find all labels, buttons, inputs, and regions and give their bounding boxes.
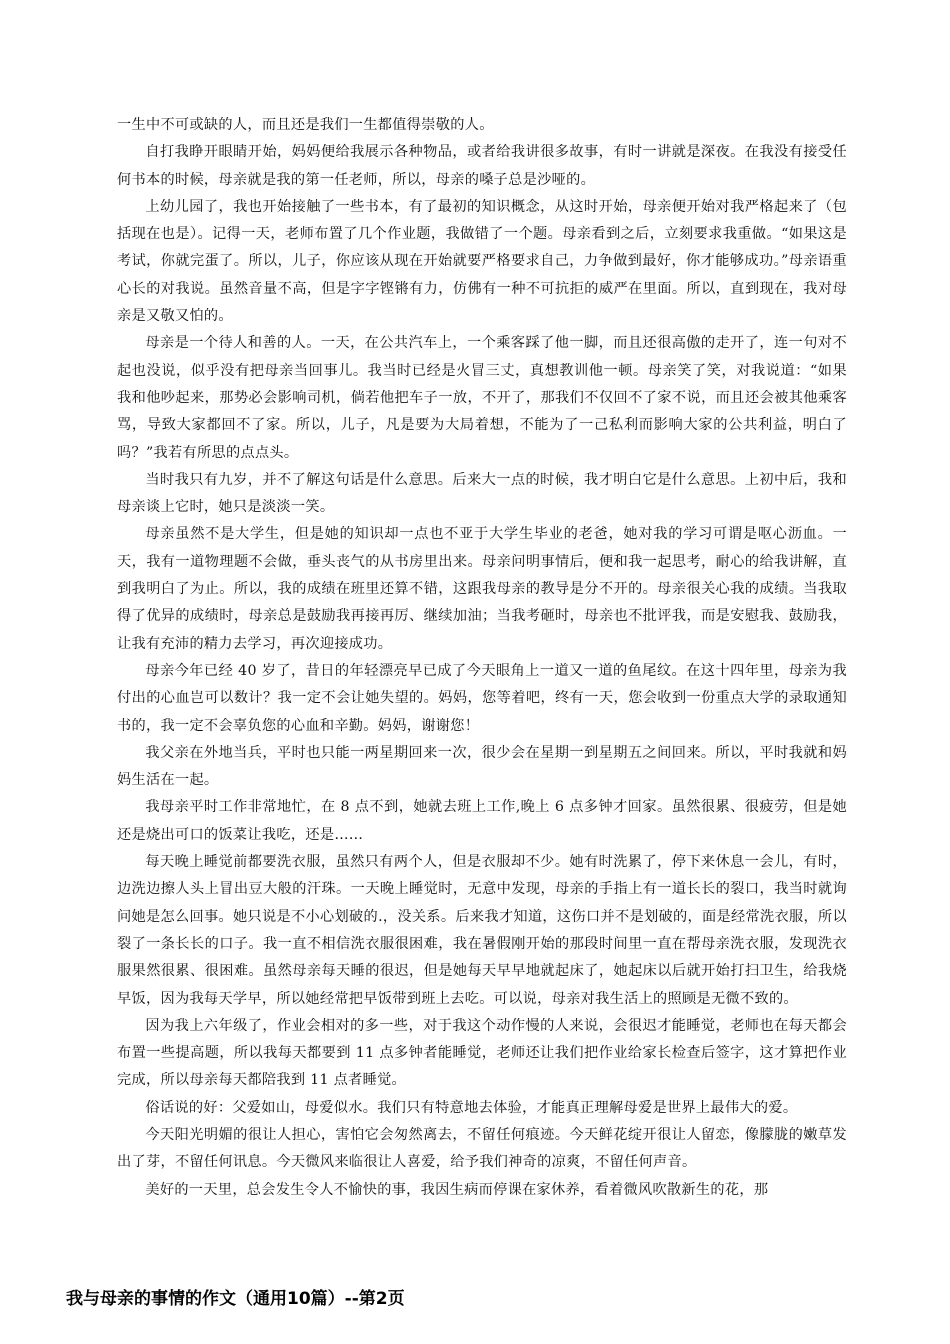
paragraph: 上幼儿园了，我也开始接触了一些书本，有了最初的知识概念，从这时开始，母亲便开始对我严格起来了（包括现在也是）。记得一天，老师布置了几个作业题，我做错了一个题。母亲看到之后，立刻要求我重做。“如果这是考试，你就完蛋了。所以，儿子，你应该从现在开始就要严格要求自己，力争做到最好，你才能够成功。”母亲语重心长的对我说。虽然音量不高，但是字字铿锵有力，仿佛有一种不可抗拒的威严在里面。所以，直到现在，我对母亲是又敬又怕的。 — [117, 198, 847, 325]
paragraph: 当时我只有九岁，并不了解这句话是什么意思。后来大一点的时候，我才明白它是什么意思。上初中后，我和母亲谈上它时，她只是淡淡一笑。 — [117, 471, 847, 516]
paragraph: 俗话说的好：父爱如山，母爱似水。我们只有特意地去体验，才能真正理解母爱是世界上最伟大的爱。 — [145, 1099, 798, 1116]
paragraph-continued: 一生中不可或缺的人，而且还是我们一生都值得崇敬的人。 — [117, 117, 494, 133]
paragraph: 每天晚上睡觉前都要洗衣服，虽然只有两个人，但是衣服却不少。她有时洗累了，停下来休息一会儿，有时，边洗边擦人头上冒出豆大般的汗珠。一天晚上睡觉时，无意中发现，母亲的手指上有一道长长的裂口，我当时就询问她是怎么回事。她只说是不小心划破的.，没关系。后来我才知道，这伤口并不是划破的，面是经常洗衣服，所以裂了一条长长的口子。我一直不相信洗衣服很困难，我在暑假刚开始的那段时间里一直在帮母亲洗衣服，发现洗衣服果然很累、很困难。虽然母亲每天睡的很迟，但是她每天早早地就起床了，她起床以后就开始打扫卫生，给我烧早饭，因为我每天学早，所以她经常把早饭带到班上去吃。可以说，母亲对我生活上的照顾是无微不致的。 — [117, 854, 847, 1007]
paragraph: 美好的一天里，总会发生令人不愉快的事，我因生病而停课在家休养，看着微风吹散新生的花，那 — [145, 1181, 769, 1198]
paragraph: 今天阳光明媚的很让人担心，害怕它会匆然离去，不留任何痕迹。今天鲜花绽开很让人留恋，像朦胧的嫩草发出了芽，不留任何讯息。今天微风来临很让人喜爱，给予我们神奇的凉爽，不留任何声音。 — [117, 1126, 847, 1171]
paragraph: 自打我睁开眼睛开始，妈妈便给我展示各种物品，或者给我讲很多故事，有时一讲就是深夜。在我没有接受任何书本的时候，母亲就是我的第一任老师，所以，母亲的嗓子总是沙哑的。 — [117, 144, 847, 188]
paragraph: 我母亲平时工作非常地忙，在 8 点不到，她就去班上工作,晚上 6 点多钟才回家。虽然很累、很疲劳，但是她还是烧出可口的饭菜让我吃，还是…… — [117, 799, 847, 843]
paragraph: 我父亲在外地当兵，平时也只能一两星期回来一次，很少会在星期一到星期五之间回来。所以，平时我就和妈妈生活在一起。 — [117, 744, 847, 789]
document-body — [117, 112, 847, 1204]
paragraph: 因为我上六年级了，作业会相对的多一些，对于我这个动作慢的人来说，会很迟才能睡觉，老师也在每天都会布置一些提高题，所以我每天都要到 11 点多钟者能睡觉，老师还让我们把作业给家长检查后签字，这才算把作业完成，所以母亲每天都陪我到 11 点者睡觉。 — [117, 1017, 847, 1089]
paragraph: 母亲是一个待人和善的人。一天，在公共汽车上，一个乘客踩了他一脚，而且还很高傲的走开了，连一句对不起也没说，似乎没有把母亲当回事儿。我当时已经是火冒三丈，真想教训他一顿。母亲笑了笑，对我说道：“如果我和他吵起来，那势必会影响司机，倘若他把车子一放，不开了，那我们不仅回不了家不说，而且还会被其他乘客骂，导致大家都回不了家。所以，儿子，凡是要为大局着想，不能为了一己私利而影响大家的公共利益，明白了吗？”我若有所思的点点头。 — [117, 335, 847, 461]
paragraph: 母亲今年已经 40 岁了，昔日的年轻漂亮早已成了今天眼角上一道又一道的鱼尾纹。在这十四年里，母亲为我付出的心血岂可以数计？我一定不会让她失望的。妈妈，您等着吧，终有一天，您会收到一份重点大学的录取通知书的，我一定不会辜负您的心血和辛勤。妈妈，谢谢您！ — [117, 662, 847, 734]
page-footer-title: 我与母亲的事情的作文（通用10篇）--第2页 — [66, 1289, 405, 1309]
paragraph: 母亲虽然不是大学生，但是她的知识却一点也不亚于大学生毕业的老爸，她对我的学习可谓是呕心沥血。一天，我有一道物理题不会做，垂头丧气的从书房里出来。母亲问明事情后，便和我一起思考，耐心的给我讲解，直到我明白了为止。所以，我的成绩在班里还算不错，这跟我母亲的教导是分不开的。母亲很关心我的成绩。当我取得了优异的成绩时，母亲总是鼓励我再接再厉、继续加油；当我考砸时，母亲也不批评我，而是安慰我、鼓励我，让我有充沛的精力去学习，再次迎接成功。 — [117, 526, 847, 652]
